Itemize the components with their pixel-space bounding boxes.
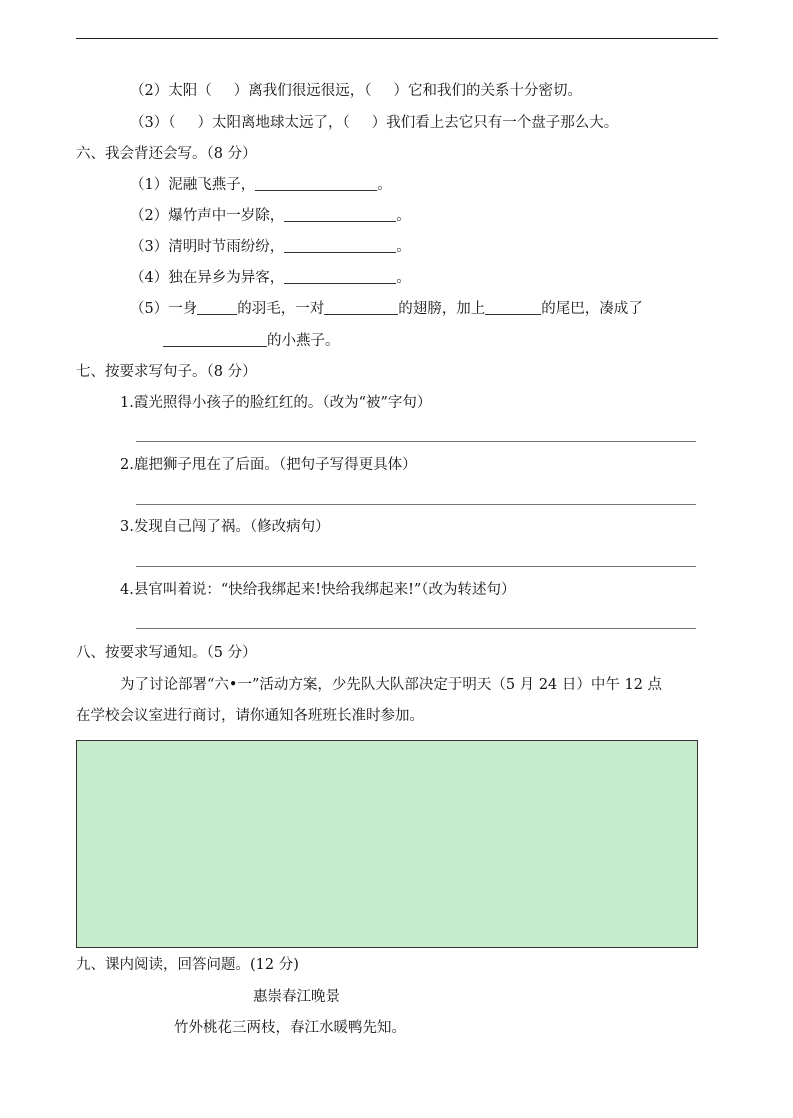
question-text: ）离我们很远很远，（ [233,83,372,99]
recite-item-1 [130,175,392,195]
poem-text: 一身 [168,301,198,317]
poem-line: 爆竹声中一岁除， [168,208,285,224]
fill-blank[interactable] [284,207,396,222]
section-9-heading: 九、课内阅读，回答问题。(12 分) [76,957,299,973]
poem-line: 清明时节雨纷纷， [168,239,285,255]
section-6-heading: 六、我会背还会写。（8 分） [76,146,257,162]
recite-item-4 [130,268,411,288]
punctuation: 。 [396,270,411,286]
fill-blank[interactable] [324,300,398,315]
answer-line-1[interactable] [136,441,696,442]
question-text: 太阳（ [168,83,212,99]
header-rule [76,38,718,39]
fill-blank[interactable] [284,269,396,284]
fill-blank[interactable] [284,238,396,253]
item-number: （3） [130,239,169,255]
item-number: （5） [130,301,169,317]
fill-blank[interactable] [163,332,267,347]
answer-line-2[interactable] [136,504,696,505]
notice-prompt-line-2: 在学校会议室进行商讨，请你通知各班班长准时参加。 [76,708,424,724]
question-5-3 [130,113,618,133]
fill-blank[interactable] [485,300,541,315]
sentence-task-2: 2.鹿把狮子甩在了后面。（把句子写得更具体） [120,457,417,473]
recite-item-3 [130,237,411,257]
punctuation: 。 [396,208,411,224]
recite-item-2 [130,206,411,226]
fill-blank[interactable] [197,300,237,315]
poem-text: 的羽毛，一对 [237,301,325,317]
question-text: ）太阳离地球太远了，（ [197,115,350,131]
answer-line-3[interactable] [136,566,696,567]
section-7-heading: 七、按要求写句子。（8 分） [76,364,257,380]
poem-text: 的尾巴，凑成了 [541,301,643,317]
punctuation: 。 [377,177,392,193]
poem-line: 独在异乡为异客， [168,270,285,286]
notice-prompt-line-1: 为了讨论部署“六•一”活动方案，少先队大队部决定于明天（5 月 24 日）中午 12 点 [120,677,663,693]
question-text: （ [168,115,176,131]
punctuation: 。 [396,239,411,255]
section-8-heading: 八、按要求写通知。（5 分） [76,645,257,661]
question-5-2 [130,81,582,101]
poem-title: 惠崇春江晚景 [253,989,340,1005]
poem-line-1: 竹外桃花三两枝，春江水暖鸭先知。 [174,1020,406,1036]
sentence-task-3: 3.发现自己闯了祸。（修改病句） [120,519,330,535]
item-number: （3） [130,115,169,131]
question-text: ）它和我们的关系十分密切。 [393,83,582,99]
poem-text: 的翅膀，加上 [398,301,486,317]
poem-line: 泥融飞燕子， [168,177,256,193]
sentence-task-4: 4.县官叫着说：“快给我绑起来!快给我绑起来!”（改为转述句） [120,582,516,598]
item-number: （2） [130,83,169,99]
item-number: （1） [130,177,169,193]
recite-item-5 [130,299,643,319]
question-text: ）我们看上去它只有一个盘子那么大。 [371,115,619,131]
recite-item-5-cont [163,331,340,351]
fill-blank[interactable] [255,176,377,191]
sentence-task-1: 1.霞光照得小孩子的脸红红的。（改为“被”字句） [120,395,432,411]
item-number: （4） [130,270,169,286]
poem-text: 的小燕子。 [267,333,340,349]
item-number: （2） [130,208,169,224]
notice-answer-box[interactable] [76,740,698,948]
answer-line-4[interactable] [136,628,696,629]
